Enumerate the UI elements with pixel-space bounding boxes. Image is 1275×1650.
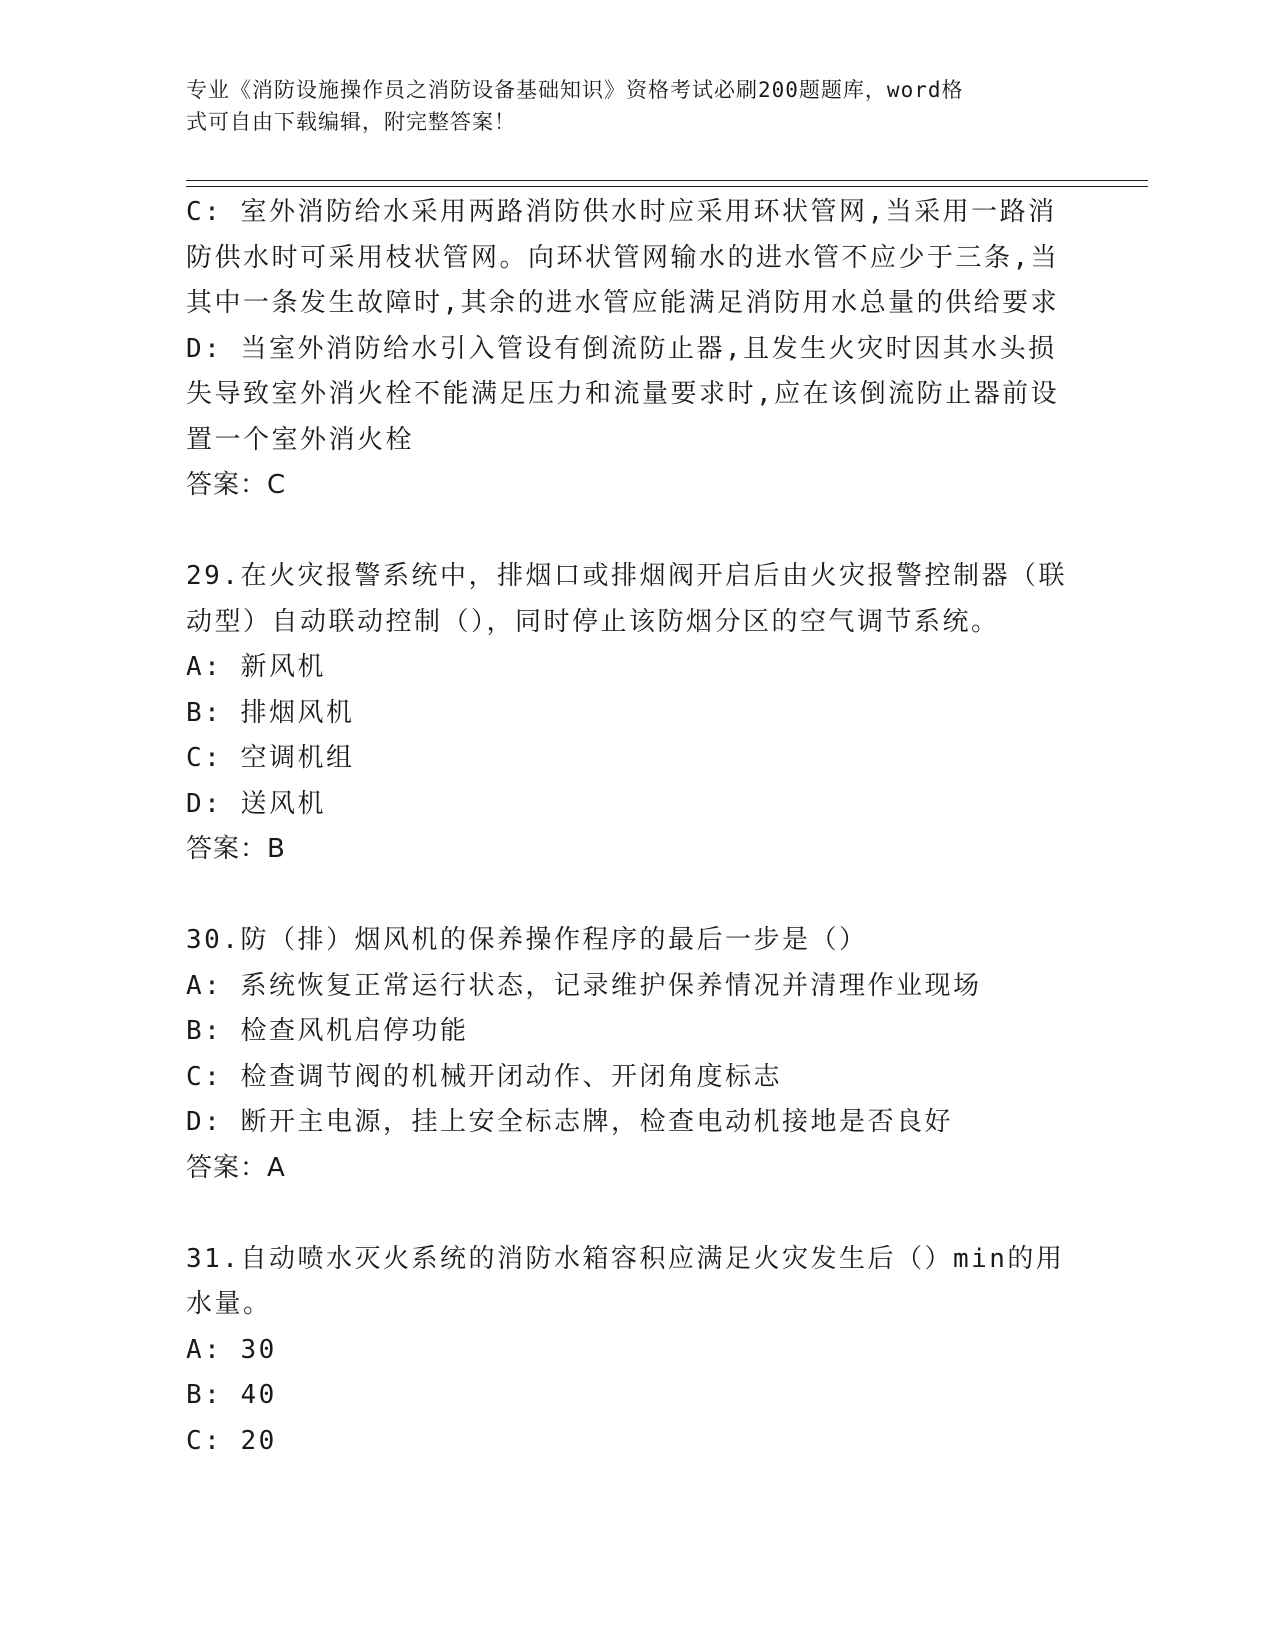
option-c: C: 20 xyxy=(186,1425,277,1456)
question-30 xyxy=(186,918,1086,1191)
option-c-line: C: 室外消防给水采用两路消防供水时应采用环状管网,当采用一路消 xyxy=(186,197,1057,227)
question-spacer xyxy=(186,873,1086,919)
question-spacer xyxy=(186,509,1086,555)
question-31 xyxy=(186,1237,1086,1465)
header-divider-top xyxy=(186,180,1148,181)
question-stem-line: 水量。 xyxy=(186,1289,272,1319)
header-title-line-1: 专业《消防设施操作员之消防设备基础知识》资格考试必刷200题题库，word格 xyxy=(186,78,964,102)
answer-line: 答案：B xyxy=(186,834,286,864)
option-d-line: 失导致室外消火栓不能满足压力和流量要求时,应在该倒流防止器前设 xyxy=(186,379,1060,409)
answer-line: 答案：C xyxy=(186,470,287,500)
question-spacer xyxy=(186,1191,1086,1237)
header-title-line-2: 式可自由下载编辑，附完整答案！ xyxy=(186,110,516,134)
question-stem-line: 29.在火灾报警系统中，排烟口或排烟阀开启后由火灾报警控制器（联 xyxy=(186,561,1067,591)
question-stem-line: 动型）自动联动控制（），同时停止该防烟分区的空气调节系统。 xyxy=(186,606,1000,637)
question-28-tail xyxy=(186,190,1086,509)
question-stem-line: 31.自动喷水灭火系统的消防水箱容积应满足火灾发生后（）min的用 xyxy=(186,1243,1065,1274)
question-content xyxy=(186,190,1086,1464)
option-d: D: 送风机 xyxy=(186,788,326,819)
answer-line: 答案：A xyxy=(186,1152,286,1183)
option-b: B: 40 xyxy=(186,1380,277,1410)
document-header xyxy=(186,74,1086,138)
option-a: A: 系统恢复正常运行状态，记录维护保养情况并清理作业现场 xyxy=(186,970,982,1001)
header-divider-bottom xyxy=(186,186,1148,187)
option-c: C: 空调机组 xyxy=(186,743,355,773)
option-c-line: 其中一条发生故障时,其余的进水管应能满足消防用水总量的供给要求 xyxy=(186,288,1060,318)
option-d: D: 断开主电源，挂上安全标志牌，检查电动机接地是否良好 xyxy=(186,1107,953,1137)
option-c-line: 防供水时可采用枝状管网。向环状管网输水的进水管不应少于三条,当 xyxy=(186,242,1060,273)
question-29 xyxy=(186,554,1086,873)
option-b: B: 检查风机启停功能 xyxy=(186,1016,469,1046)
option-c: C: 检查调节阀的机械开闭动作、开闭角度标志 xyxy=(186,1061,782,1092)
option-a: A: 30 xyxy=(186,1334,277,1365)
question-stem-line: 30.防（排）烟风机的保养操作程序的最后一步是（） xyxy=(186,925,868,955)
option-b: B: 排烟风机 xyxy=(186,697,355,728)
option-d-line: 置一个室外消火栓 xyxy=(186,424,415,455)
option-a: A: 新风机 xyxy=(186,652,326,682)
option-d-line: D: 当室外消防给水引入管设有倒流防止器,且发生火灾时因其水头损 xyxy=(186,333,1057,364)
